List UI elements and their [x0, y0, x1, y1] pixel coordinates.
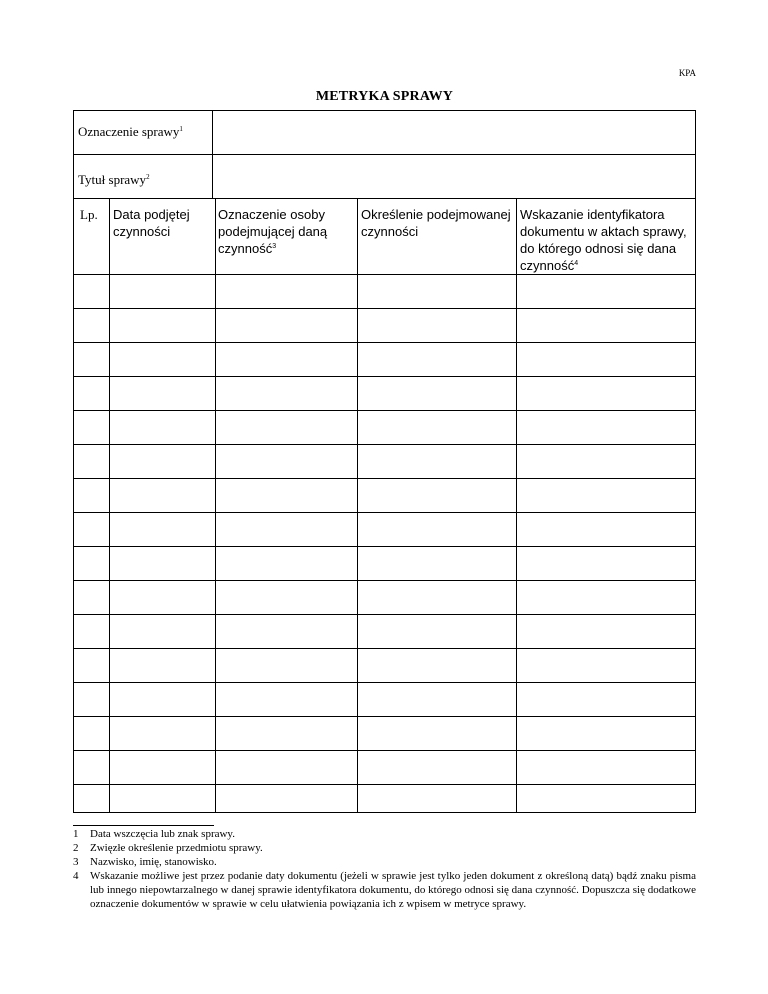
column-divider — [516, 198, 517, 812]
case-title-text: Tytuł sprawy — [78, 172, 147, 187]
field-divider — [212, 111, 213, 154]
column-header-action: Określenie podejmowanej czynności — [361, 207, 511, 239]
table-row — [74, 648, 695, 649]
column-header-person: Oznaczenie osoby podejmującej daną czynność$^3$ — [218, 207, 328, 256]
table-row — [74, 784, 695, 785]
table-row — [74, 750, 695, 751]
table-row — [74, 342, 695, 343]
column-header-document: Wskazanie identyfikatora dokumentu w aktach sprawy, do którego odnosi się dana czynność$^4$ — [520, 207, 687, 273]
case-designation-label — [78, 124, 183, 139]
column-header-date: Data podjętej czynności — [113, 207, 190, 239]
case-title-label — [78, 172, 150, 187]
page-tag: KPA — [678, 68, 696, 78]
document-title: METRYKA SPRAWY — [315, 89, 454, 104]
field-divider — [212, 154, 213, 198]
footnote-item — [73, 869, 696, 911]
footnote-separator — [73, 825, 214, 826]
table-row — [74, 546, 695, 547]
footnote-text: Wskazanie możliwe jest przez podanie daty dokumentu (jeżeli w sprawie jest tylko jeden dokument z określoną datą) bądź znaku pisma lub innego niepowtarzalnego w danej sprawie identyfikatora dokumentu, do którego odnosi się dana czynność. Dopuszcza się dodatkowe oznaczenie dokumentów w sprawie w celu ułatwienia powiązania ich z wpisem w metryce sprawy. — [90, 870, 696, 910]
footnote-item — [73, 841, 696, 855]
table-row — [74, 614, 695, 615]
footnote-ref: 4 — [574, 260, 579, 267]
footnote-item — [73, 827, 696, 841]
table-row — [74, 682, 695, 683]
case-designation-text: Oznaczenie sprawy — [78, 124, 180, 139]
footnote-text: Data wszczęcia lub znak sprawy. — [90, 828, 235, 840]
footnote-number: 1 — [73, 828, 79, 840]
table-row — [74, 478, 695, 479]
footnote-item — [73, 855, 696, 869]
footnote-ref: 1 — [179, 125, 183, 133]
footnote-number: 3 — [73, 856, 79, 868]
footnote-number: 4 — [73, 870, 79, 882]
footnote-number: 2 — [73, 842, 79, 854]
footnote-text: Nazwisko, imię, stanowisko. — [90, 856, 217, 868]
column-divider — [357, 198, 358, 812]
footnotes — [73, 827, 696, 911]
case-metrics-table — [73, 110, 696, 813]
table-row — [74, 716, 695, 717]
table-row — [74, 444, 695, 445]
footnote-text: Zwięzłe określenie przedmiotu sprawy. — [90, 842, 263, 854]
column-divider — [215, 198, 216, 812]
column-divider — [109, 198, 110, 812]
table-row — [74, 308, 695, 309]
column-header-lp: Lp. — [80, 207, 98, 222]
table-row — [74, 410, 695, 411]
header-divider — [74, 274, 695, 275]
footnote-ref: 3 — [272, 243, 277, 250]
row-divider — [74, 154, 695, 155]
table-row — [74, 512, 695, 513]
table-row — [74, 376, 695, 377]
footnote-ref: 2 — [146, 173, 150, 181]
table-row — [74, 580, 695, 581]
row-divider — [74, 198, 695, 199]
